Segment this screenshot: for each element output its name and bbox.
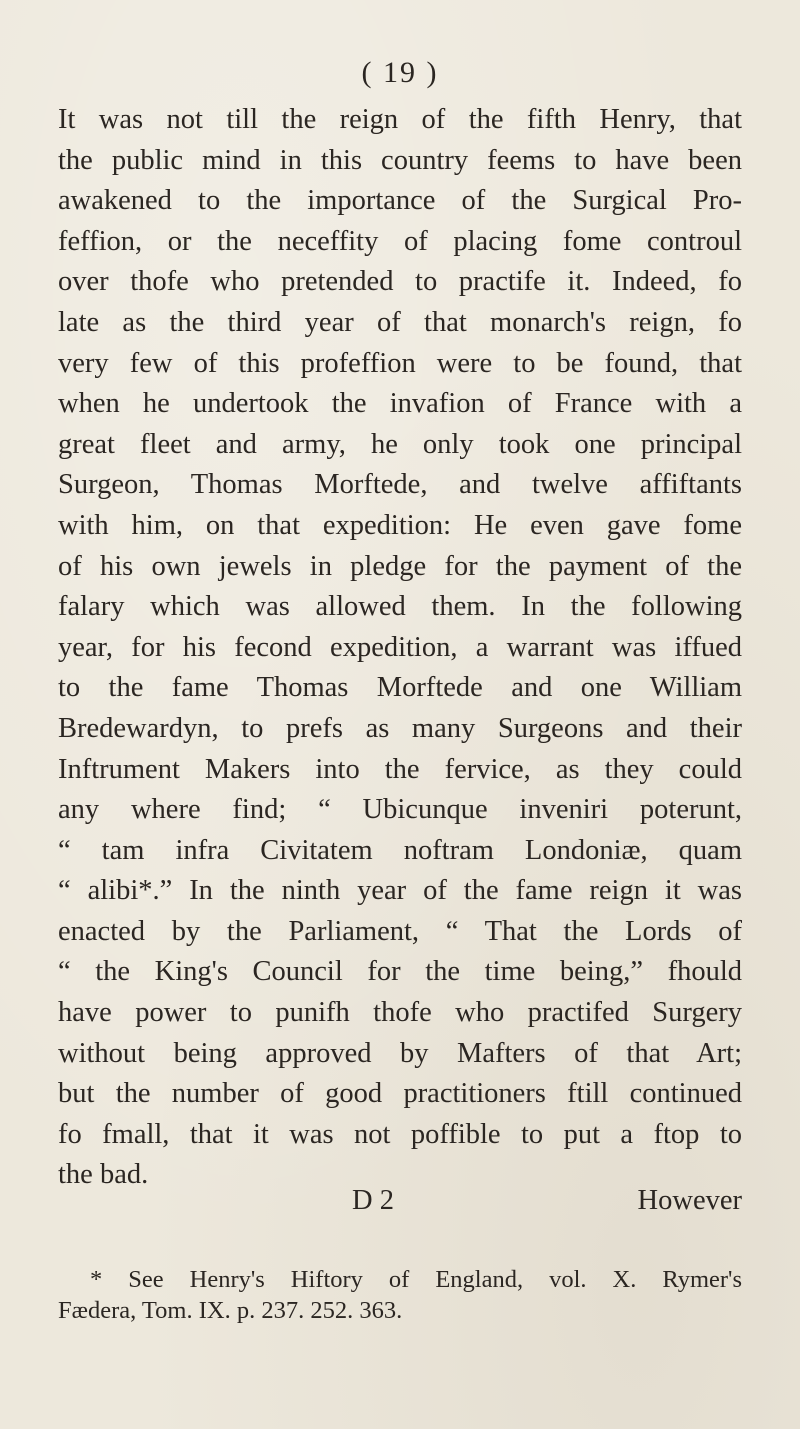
text-line: have power to punifh thofe who practifed Surgery: [58, 997, 742, 1029]
signature-mark: D 2: [352, 1185, 394, 1216]
text-line: any where find; “ Ubicunque inveniri poterunt,: [58, 794, 742, 826]
text-line: of his own jewels in pledge for the payment of the: [58, 550, 742, 582]
page-number: ( 19 ): [361, 56, 439, 89]
text-line: but the number of good practitioners ftill continued: [58, 1078, 742, 1110]
text-line: to the fame Thomas Morftede and one William: [58, 672, 742, 704]
text-line: year, for his fecond expedition, a warrant was iffued: [58, 631, 742, 663]
text-line: when he undertook the invafion of France with a: [58, 388, 742, 420]
text-line: over thofe who pretended to practife it. Indeed, fo: [58, 266, 742, 298]
text-line: “ tam infra Civitatem noftram Londoniæ, quam: [58, 834, 742, 866]
text-line: awakened to the importance of the Surgical Pro-: [58, 185, 742, 217]
page-footer-row: [0, 1185, 800, 1225]
text-line: Surgeon, Thomas Morftede, and twelve affiftants: [58, 469, 742, 501]
text-line: fo fmall, that it was not poffible to put a ftop to: [58, 1118, 742, 1150]
text-line: Bredewardyn, to prefs as many Surgeons and their: [58, 712, 742, 744]
catchword: However: [637, 1185, 742, 1216]
body-paragraph: [58, 100, 742, 1196]
text-line: Inftrument Makers into the fervice, as they could: [58, 753, 742, 785]
text-line: feffion, or the neceffity of placing fome controul: [58, 225, 742, 257]
text-line: great fleet and army, he only took one principal: [58, 428, 742, 460]
text-line: “ the King's Council for the time being,” fhould: [58, 956, 742, 988]
text-line: late as the third year of that monarch's reign, fo: [58, 306, 742, 338]
text-line: the bad.: [58, 1159, 149, 1191]
footnote: [58, 1264, 742, 1326]
text-line: with him, on that expedition: He even gave fome: [58, 509, 742, 541]
footnote-line: Fædera, Tom. IX. p. 237. 252. 363.: [58, 1297, 403, 1324]
text-line: the public mind in this country feems to have been: [58, 144, 742, 176]
text-line: without being approved by Mafters of that Art;: [58, 1037, 742, 1069]
text-line: very few of this profeffion were to be found, that: [58, 347, 742, 379]
text-line: “ alibi*.” In the ninth year of the fame reign it was: [58, 875, 742, 907]
text-line: enacted by the Parliament, “ That the Lords of: [58, 915, 742, 947]
text-line: It was not till the reign of the fifth Henry, that: [58, 104, 742, 135]
footnote-line: * See Henry's Hiftory of England, vol. X. Rymer's: [90, 1266, 742, 1293]
text-line: falary which was allowed them. In the following: [58, 591, 742, 623]
